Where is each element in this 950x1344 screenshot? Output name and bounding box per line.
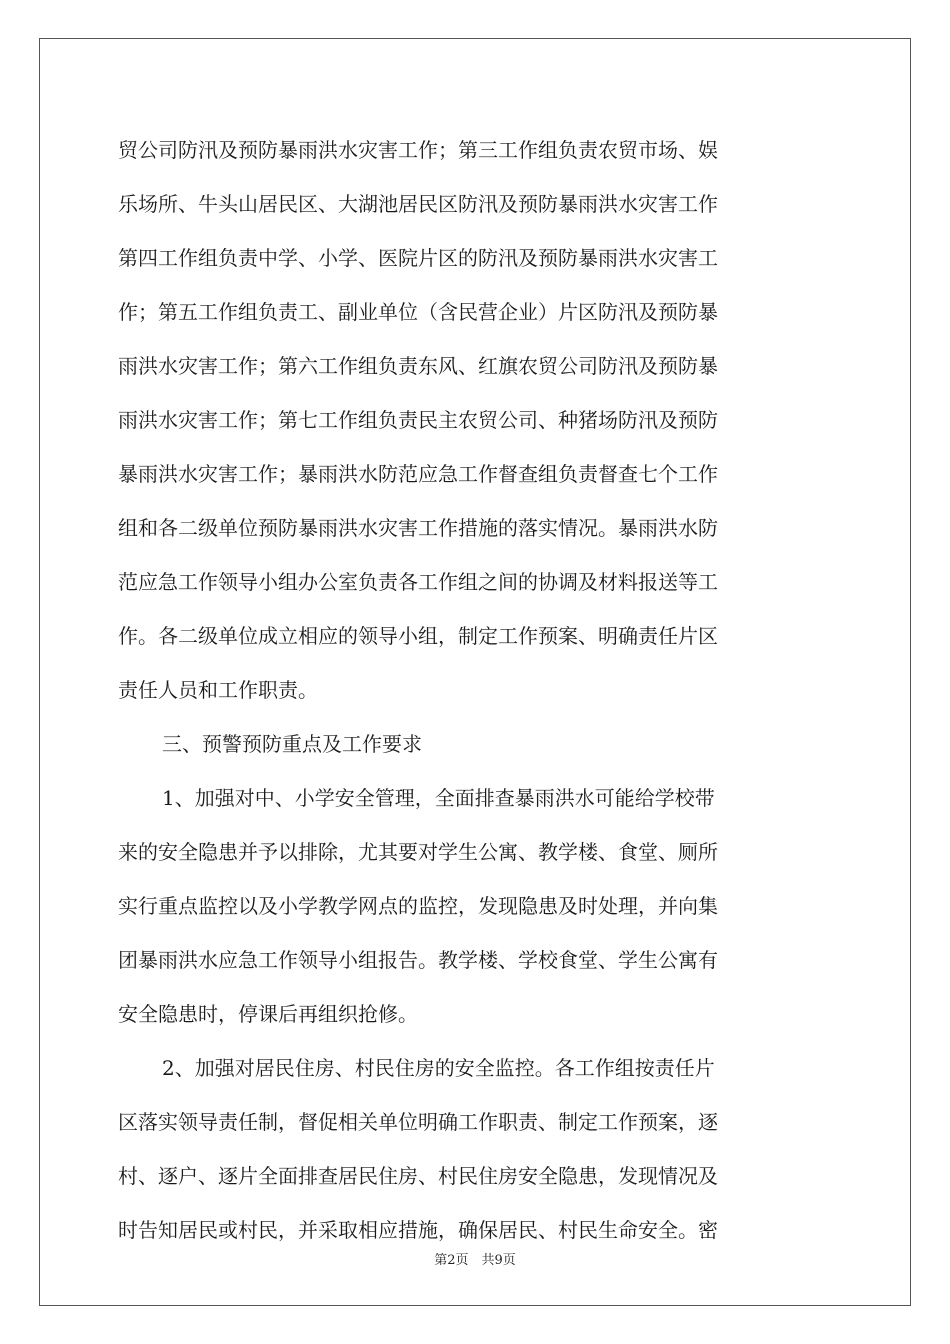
text-line: 责任人员和工作职责。 <box>118 678 318 702</box>
text-line: 雨洪水灾害工作；第六工作组负责东风、红旗农贸公司防汛及预防暴 <box>118 354 718 378</box>
text-line: 作；第五工作组负责工、副业单位（含民营企业）片区防汛及预防暴 <box>118 300 718 324</box>
page-number-footer: 第2页 共9页 <box>434 1253 516 1268</box>
text-line: 2、加强对居民住房、村民住房的安全监控。各工作组按责任片 <box>162 1056 715 1080</box>
text-line: 暴雨洪水灾害工作；暴雨洪水防范应急工作督查组负责督查七个工作 <box>118 462 718 486</box>
document-body <box>118 128 834 1262</box>
text-line: 团暴雨洪水应急工作领导小组报告。教学楼、学校食堂、学生公寓有 <box>118 948 718 972</box>
section-heading: 三、预警预防重点及工作要求 <box>162 732 422 756</box>
text-line: 组和各二级单位预防暴雨洪水灾害工作措施的落实情况。暴雨洪水防 <box>118 516 718 540</box>
text-line: 来的安全隐患并予以排除，尤其要对学生公寓、教学楼、食堂、厕所 <box>118 840 718 864</box>
text-line: 1、加强对中、小学安全管理，全面排查暴雨洪水可能给学校带 <box>162 786 715 810</box>
text-line: 村、逐户、逐片全面排查居民住房、村民住房安全隐患，发现情况及 <box>118 1164 718 1188</box>
text-line: 作。各二级单位成立相应的领导小组，制定工作预案、明确责任片区 <box>118 624 718 648</box>
text-line: 安全隐患时，停课后再组织抢修。 <box>118 1002 418 1026</box>
text-line: 乐场所、牛头山居民区、大湖池居民区防汛及预防暴雨洪水灾害工作 <box>118 192 718 216</box>
text-line: 区落实领导责任制，督促相关单位明确工作职责、制定工作预案，逐 <box>118 1110 718 1134</box>
text-line: 时告知居民或村民，并采取相应措施，确保居民、村民生命安全。密 <box>118 1218 718 1242</box>
text-line: 实行重点监控以及小学教学网点的监控，发现隐患及时处理，并向集 <box>118 894 718 918</box>
text-line: 第四工作组负责中学、小学、医院片区的防汛及预防暴雨洪水灾害工 <box>118 246 718 270</box>
text-line: 雨洪水灾害工作；第七工作组负责民主农贸公司、种猪场防汛及预防 <box>118 408 718 432</box>
text-line: 贸公司防汛及预防暴雨洪水灾害工作；第三工作组负责农贸市场、娱 <box>118 138 718 162</box>
text-line: 范应急工作领导小组办公室负责各工作组之间的协调及材料报送等工 <box>118 570 718 594</box>
